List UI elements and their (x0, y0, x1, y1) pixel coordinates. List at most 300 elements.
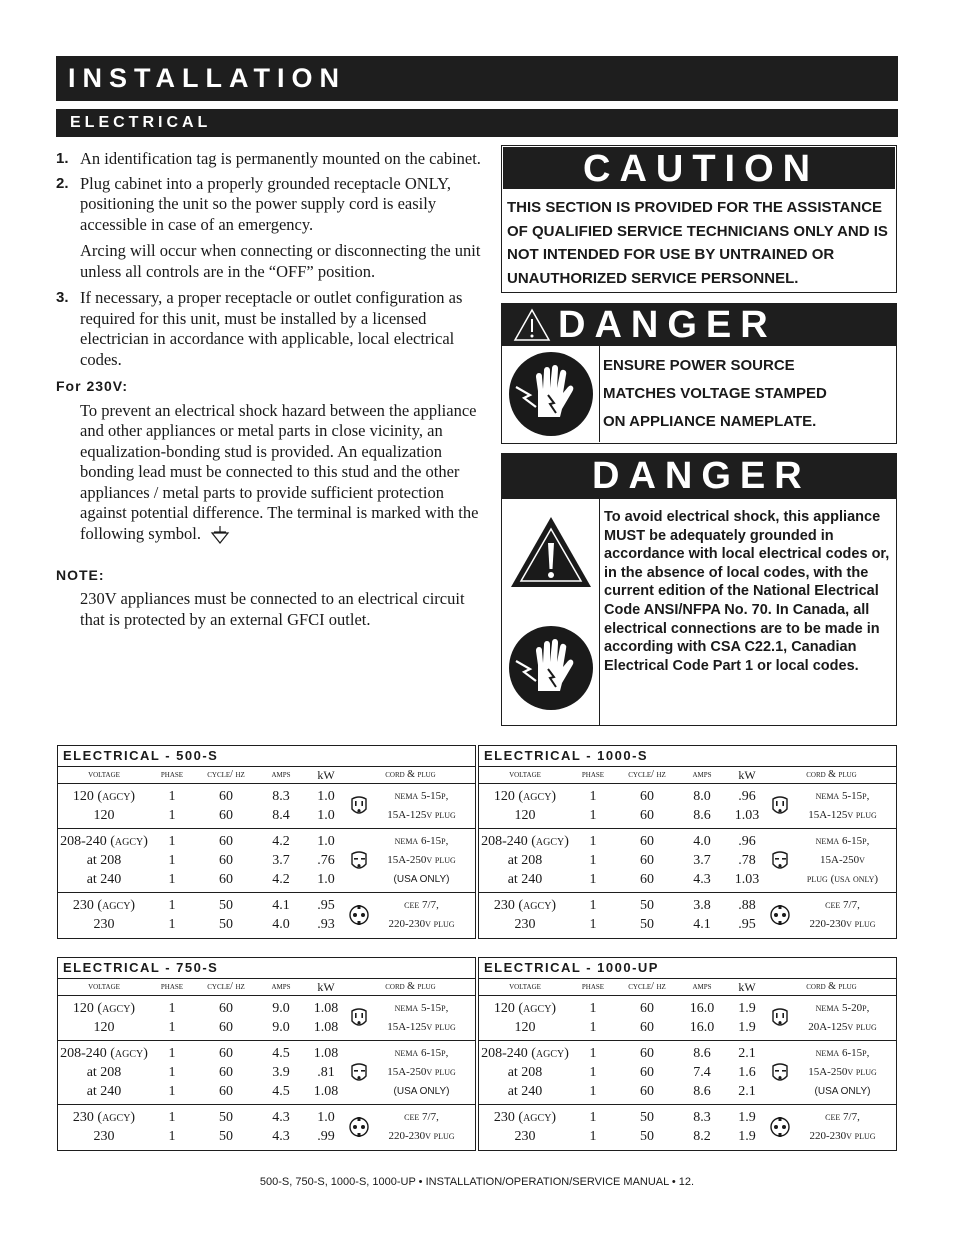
cell-amps: 9.0 (272, 1001, 290, 1016)
row-group-rows (58, 896, 348, 934)
table-row (58, 1127, 348, 1146)
cell-phase: 1 (168, 917, 176, 932)
caution-text: THIS SECTION IS PROVIDED FOR THE ASSISTANCE OF QUALIFIED SERVICE TECHNICIANS ONLY AND IS NOT INTENDED FOR USE BY UNTRAINED OR UNAUTHORIZED SERVICE PERSONNEL. (507, 199, 888, 287)
agency-label: agcy (523, 1110, 552, 1125)
column-header-kw: kW (317, 980, 335, 994)
table-title: ELECTRICAL - 500-S (58, 746, 475, 767)
row-group (479, 1041, 896, 1105)
cell-amps: 4.3 (272, 1129, 290, 1144)
danger-power-text (603, 352, 827, 436)
cell-cycle: 60 (219, 808, 233, 823)
cell-voltage: 230 (agcy) (493, 1110, 557, 1125)
cee-plug-icon (769, 904, 791, 926)
cord-plug-line: nema 6-15p, (394, 835, 449, 847)
cell-cycle: 60 (219, 834, 233, 849)
cell-cycle: 50 (219, 898, 233, 913)
cell-amps: 4.2 (272, 872, 290, 887)
row-group-rows (58, 787, 348, 825)
cord-plug-line: nema 6-15p, (815, 1047, 870, 1059)
cell-voltage: 230 (514, 917, 536, 932)
cord-plug-text (791, 896, 894, 934)
cell-cycle: 60 (640, 1001, 654, 1016)
instruction-item-2 (56, 174, 492, 236)
cell-kw: 1.0 (317, 872, 335, 887)
cell-amps: 4.2 (272, 834, 290, 849)
cord-plug-cell (769, 896, 894, 934)
cord-plug-line: 220-230v plug (388, 918, 455, 930)
cell-amps: 3.7 (272, 853, 290, 868)
cell-phase: 1 (168, 1065, 176, 1080)
cell-phase: 1 (589, 1001, 597, 1016)
item-number: 2. (56, 174, 69, 192)
danger-title: DANGER (502, 454, 896, 499)
column-header-cord: cord & plug (806, 769, 857, 780)
cell-voltage: at 208 (86, 1065, 122, 1080)
cord-plug-line: nema 5-15p, (394, 1002, 449, 1014)
item-text: If necessary, a proper receptacle or outlet configuration as required for this unit, must be installed by a licensed electrician in accordance with applicable, local electrical codes. (80, 288, 463, 369)
cord-plug-line: 15A-250v plug (387, 854, 456, 866)
cord-plug-cell (769, 1044, 894, 1101)
column-header-voltage: voltage (509, 769, 541, 780)
cell-voltage: at 208 (86, 853, 122, 868)
cell-voltage: 120 (514, 808, 536, 823)
cell-phase: 1 (589, 789, 597, 804)
nema-plug-icon (348, 850, 370, 872)
cell-cycle: 60 (640, 1084, 654, 1099)
cell-kw: 1.9 (738, 1001, 756, 1016)
table-500s (57, 745, 476, 939)
cell-voltage: at 240 (86, 872, 122, 887)
cell-voltage: 120 (93, 1020, 115, 1035)
cord-plug-line: 15A-250v plug (387, 1066, 456, 1078)
cell-kw: 1.9 (738, 1129, 756, 1144)
cord-plug-text (370, 832, 473, 889)
cord-plug-cell (348, 896, 473, 934)
cell-cycle: 60 (640, 834, 654, 849)
table-row (479, 999, 769, 1018)
cell-cycle: 60 (640, 1046, 654, 1061)
instruction-item-3 (56, 288, 492, 370)
cell-phase: 1 (168, 872, 176, 887)
cord-plug-text (791, 1044, 894, 1101)
table-row (58, 851, 348, 870)
cee-plug-icon (769, 1116, 791, 1138)
table-row (479, 806, 769, 825)
nema-plug-icon (769, 1062, 791, 1084)
cell-voltage: 208-240 (agcy) (481, 1046, 569, 1061)
item-number: 1. (56, 150, 69, 167)
electric-shock-hand-icon (508, 351, 594, 437)
row-group-rows (479, 787, 769, 825)
cell-phase: 1 (168, 1129, 176, 1144)
danger-grounding-text: To avoid electrical shock, this appliance MUST be adequately grounded in accordance with local electrical codes or, in the absence of local codes, with the current edition of the National Electrical Code ANSI/NFPA No. 70. In Canada, all electrical connections are to be made in according with CSA C22.1, Canadian Electrical Code Part 1 or local codes. (604, 509, 890, 674)
cord-plug-line: (USA ONLY) (814, 1086, 871, 1097)
cell-amps: 9.0 (272, 1020, 290, 1035)
section-title: INSTALLATION (68, 63, 346, 93)
cell-cycle: 60 (219, 1046, 233, 1061)
cord-plug-line: plug (usa only) (806, 873, 879, 885)
column-header-amps: amps (692, 769, 712, 780)
cord-plug-text (791, 832, 894, 889)
cell-amps: 8.4 (272, 808, 290, 823)
cell-phase: 1 (589, 1065, 597, 1080)
cell-amps: 4.0 (693, 834, 711, 849)
column-header-phase: phase (160, 769, 184, 780)
cord-plug-text (370, 896, 473, 934)
danger-box-power (501, 303, 897, 444)
cord-plug-line: 220-230v plug (388, 1130, 455, 1142)
table-row (479, 1127, 769, 1146)
column-header-kw: kW (738, 980, 756, 994)
column-header-cycle: cycle/ hz (628, 981, 666, 992)
note-text: 230V appliances must be connected to an electrical circuit that is protected by an external GFCI outlet. (80, 589, 465, 629)
row-group (58, 829, 475, 893)
cell-amps: 8.6 (693, 1046, 711, 1061)
cell-kw: .96 (738, 834, 756, 849)
cord-plug-cell (769, 999, 894, 1037)
cell-cycle: 60 (219, 1020, 233, 1035)
table-1000up (478, 957, 897, 1151)
cell-voltage: 230 (agcy) (493, 898, 557, 913)
table-row (479, 915, 769, 934)
danger-line-1: ENSURE POWER SOURCE (603, 357, 795, 374)
cord-plug-cell (769, 832, 894, 889)
note-heading: NOTE: (56, 566, 105, 583)
cell-amps: 8.3 (693, 1110, 711, 1125)
cell-cycle: 60 (219, 872, 233, 887)
cell-voltage: 208-240 (agcy) (60, 1046, 148, 1061)
column-header-amps: amps (692, 981, 712, 992)
agency-label: agcy (523, 1001, 552, 1016)
cell-amps: 4.5 (272, 1046, 290, 1061)
table-row (479, 1082, 769, 1101)
column-header-phase: phase (581, 981, 605, 992)
cell-kw: 1.0 (317, 1110, 335, 1125)
cell-voltage: 120 (agcy) (493, 1001, 557, 1016)
table-row (479, 1063, 769, 1082)
cell-amps: 8.6 (693, 808, 711, 823)
table-row (58, 915, 348, 934)
cell-phase: 1 (168, 1110, 176, 1125)
cord-plug-line: 15A-125v plug (387, 809, 456, 821)
table-row (58, 1108, 348, 1127)
cell-amps: 4.1 (693, 917, 711, 932)
cell-phase: 1 (168, 1001, 176, 1016)
cell-amps: 8.2 (693, 1129, 711, 1144)
cord-plug-line: cee 7/7, (825, 899, 860, 911)
table-750s (57, 957, 476, 1151)
cell-kw: .81 (317, 1065, 335, 1080)
cord-plug-text (791, 787, 894, 825)
table-row (58, 870, 348, 889)
cell-voltage: 120 (agcy) (72, 1001, 136, 1016)
danger-title: DANGER (558, 304, 777, 346)
danger-line-2: MATCHES VOLTAGE STAMPED (603, 385, 827, 402)
table-row (58, 1044, 348, 1063)
cell-cycle: 60 (640, 853, 654, 868)
for-230v-heading: For 230V: (56, 378, 129, 394)
row-group-rows (479, 999, 769, 1037)
nema-plug-icon (769, 795, 791, 817)
cell-voltage: 230 (514, 1129, 536, 1144)
row-group-rows (479, 1108, 769, 1146)
cord-plug-cell (348, 1108, 473, 1146)
cell-kw: 1.0 (317, 789, 335, 804)
cell-kw: 1.0 (317, 834, 335, 849)
cell-amps: 3.9 (272, 1065, 290, 1080)
agency-label: agcy (102, 789, 131, 804)
cord-plug-line: nema 6-15p, (394, 1047, 449, 1059)
cell-phase: 1 (589, 853, 597, 868)
column-header-cycle: cycle/ hz (207, 769, 245, 780)
cord-plug-line: cee 7/7, (404, 899, 439, 911)
cell-kw: 1.6 (738, 1065, 756, 1080)
cord-plug-text (791, 1108, 894, 1146)
cell-kw: 2.1 (738, 1046, 756, 1061)
cell-kw: 1.03 (734, 808, 760, 823)
column-headers (479, 979, 896, 996)
cell-voltage: 230 (93, 1129, 115, 1144)
agency-label: agcy (535, 1046, 565, 1061)
cell-cycle: 60 (640, 1020, 654, 1035)
cell-phase: 1 (589, 872, 597, 887)
table-title: ELECTRICAL - 750-S (58, 958, 475, 979)
cord-plug-line: 20A-125v plug (808, 1021, 877, 1033)
cord-plug-text (370, 999, 473, 1037)
cee-plug-icon (348, 1116, 370, 1138)
cord-plug-cell (348, 999, 473, 1037)
cell-amps: 4.3 (693, 872, 711, 887)
cell-cycle: 50 (219, 1129, 233, 1144)
row-group (58, 1041, 475, 1105)
row-group-rows (479, 1044, 769, 1101)
cord-plug-line: 15A-250v (820, 854, 865, 866)
cell-amps: 7.4 (693, 1065, 711, 1080)
row-group-rows (479, 832, 769, 889)
table-title: ELECTRICAL - 1000-S (479, 746, 896, 767)
cell-amps: 4.0 (272, 917, 290, 932)
row-group-rows (58, 832, 348, 889)
cell-amps: 3.7 (693, 853, 711, 868)
cell-cycle: 60 (219, 853, 233, 868)
item-text: An identification tag is permanently mounted on the cabinet. (80, 149, 481, 168)
table-row (58, 1018, 348, 1037)
cell-voltage: at 240 (507, 1084, 543, 1099)
cell-phase: 1 (168, 1020, 176, 1035)
item-number: 3. (56, 289, 69, 306)
cell-voltage: at 208 (507, 1065, 543, 1080)
cord-plug-line: nema 5-20p, (815, 1002, 870, 1014)
cord-plug-line: 220-230v plug (809, 1130, 876, 1142)
cell-cycle: 50 (219, 1110, 233, 1125)
danger-line-3: ON APPLIANCE NAMEPLATE. (603, 413, 817, 430)
cell-phase: 1 (168, 853, 176, 868)
cell-cycle: 50 (640, 1110, 654, 1125)
cord-plug-line: 15A-250v plug (808, 1066, 877, 1078)
cord-plug-line: nema 6-15p, (815, 835, 870, 847)
table-row (58, 787, 348, 806)
row-group (479, 829, 896, 893)
cell-cycle: 60 (640, 789, 654, 804)
nema-plug-icon (348, 1007, 370, 1029)
column-headers (479, 767, 896, 784)
cord-plug-text (791, 999, 894, 1037)
warning-triangle-icon (512, 307, 552, 343)
cord-plug-cell (769, 1108, 894, 1146)
cell-voltage: 230 (93, 917, 115, 932)
table-1000s (478, 745, 897, 939)
item-text: Plug cabinet into a properly grounded receptacle ONLY, positioning the unit so the power supply cord is easily accessible in case of an emergency. (80, 173, 452, 234)
cord-plug-line: 15A-125v plug (808, 809, 877, 821)
shock-icon-cell (502, 346, 600, 442)
cell-kw: 1.08 (313, 1020, 339, 1035)
cell-phase: 1 (589, 808, 597, 823)
row-group (479, 893, 896, 937)
row-group-rows (58, 1108, 348, 1146)
instruction-item-1 (56, 149, 492, 170)
cell-phase: 1 (589, 834, 597, 849)
equipotential-symbol-icon (209, 525, 231, 545)
cord-plug-line: 15A-125v plug (387, 1021, 456, 1033)
table-row (479, 1108, 769, 1127)
cell-amps: 16.0 (689, 1001, 715, 1016)
cord-plug-line: cee 7/7, (825, 1111, 860, 1123)
column-header-voltage: voltage (88, 981, 120, 992)
agency-label: agcy (114, 834, 144, 849)
instructions (56, 149, 492, 634)
cord-plug-line: cee 7/7, (404, 1111, 439, 1123)
cell-cycle: 60 (219, 1001, 233, 1016)
column-header-amps: amps (271, 981, 291, 992)
subsection-title-bar (56, 109, 898, 137)
cell-voltage: 120 (agcy) (493, 789, 557, 804)
cell-phase: 1 (589, 1110, 597, 1125)
cell-kw: 1.0 (317, 808, 335, 823)
table-row (479, 787, 769, 806)
column-header-cycle: cycle/ hz (628, 769, 666, 780)
cord-plug-line: (USA ONLY) (393, 874, 450, 885)
cell-kw: .78 (738, 853, 756, 868)
caution-box (501, 145, 897, 293)
cord-plug-line: nema 5-15p, (394, 790, 449, 802)
cell-kw: .99 (317, 1129, 335, 1144)
cell-cycle: 60 (219, 1065, 233, 1080)
row-group (58, 996, 475, 1041)
row-group-rows (58, 999, 348, 1037)
table-row (479, 1044, 769, 1063)
cell-amps: 3.8 (693, 898, 711, 913)
cord-plug-text (370, 787, 473, 825)
cell-cycle: 60 (219, 789, 233, 804)
cord-plug-cell (769, 787, 894, 825)
row-group (58, 1105, 475, 1149)
cell-voltage: at 208 (507, 853, 543, 868)
table-row (58, 806, 348, 825)
column-header-kw: kW (317, 768, 335, 782)
cell-cycle: 50 (640, 898, 654, 913)
table-row (479, 851, 769, 870)
cell-kw: 1.08 (313, 1046, 339, 1061)
cell-kw: .95 (738, 917, 756, 932)
arcing-note: Arcing will occur when connecting or disconnecting the unit unless all controls are in the “OFF” position. (80, 241, 481, 281)
column-header-phase: phase (160, 981, 184, 992)
cell-cycle: 60 (219, 1084, 233, 1099)
cell-cycle: 50 (640, 917, 654, 932)
cell-cycle: 50 (640, 1129, 654, 1144)
cell-phase: 1 (168, 1084, 176, 1099)
column-header-cord: cord & plug (385, 769, 436, 780)
cell-voltage: 230 (agcy) (72, 1110, 136, 1125)
cell-phase: 1 (168, 1046, 176, 1061)
table-row (58, 999, 348, 1018)
cell-kw: 1.03 (734, 872, 760, 887)
cell-kw: 2.1 (738, 1084, 756, 1099)
electric-shock-hand-icon (508, 625, 594, 711)
cell-phase: 1 (589, 1020, 597, 1035)
table-row (479, 896, 769, 915)
agency-label: agcy (102, 898, 131, 913)
cell-phase: 1 (168, 789, 176, 804)
table-row (479, 832, 769, 851)
cell-kw: .76 (317, 853, 335, 868)
cord-plug-line: 220-230v plug (809, 918, 876, 930)
column-header-phase: phase (581, 769, 605, 780)
row-group (479, 1105, 896, 1149)
cell-kw: 1.08 (313, 1001, 339, 1016)
agency-label: agcy (102, 1110, 131, 1125)
cell-voltage: 230 (agcy) (72, 898, 136, 913)
row-group-rows (58, 1044, 348, 1101)
nema-plug-icon (769, 1007, 791, 1029)
danger-title-bar (502, 304, 896, 346)
column-header-cord: cord & plug (806, 981, 857, 992)
table-row (479, 870, 769, 889)
warning-triangle-icon (509, 515, 593, 589)
table-row (58, 832, 348, 851)
nema-plug-icon (348, 1062, 370, 1084)
cell-kw: .96 (738, 789, 756, 804)
cell-voltage: 208-240 (agcy) (60, 834, 148, 849)
cell-amps: 8.0 (693, 789, 711, 804)
cee-plug-icon (348, 904, 370, 926)
cell-voltage: at 240 (507, 872, 543, 887)
cell-amps: 4.3 (272, 1110, 290, 1125)
agency-label: agcy (523, 789, 552, 804)
cell-amps: 16.0 (689, 1020, 715, 1035)
caution-title: CAUTION (502, 146, 896, 190)
cord-plug-cell (348, 832, 473, 889)
cord-plug-cell (348, 787, 473, 825)
section-title-bar (56, 56, 898, 101)
column-header-amps: amps (271, 769, 291, 780)
cell-kw: 1.08 (313, 1084, 339, 1099)
cell-kw: 1.9 (738, 1110, 756, 1125)
cell-amps: 8.3 (272, 789, 290, 804)
cord-plug-line: nema 5-15p, (815, 790, 870, 802)
cord-plug-cell (348, 1044, 473, 1101)
cell-voltage: at 240 (86, 1084, 122, 1099)
page-footer: 500-S, 750-S, 1000-S, 1000-UP • INSTALLATION/OPERATION/SERVICE MANUAL • 12. (259, 1176, 695, 1188)
cell-phase: 1 (168, 808, 176, 823)
nema-plug-icon (348, 795, 370, 817)
cell-cycle: 50 (219, 917, 233, 932)
cell-phase: 1 (168, 834, 176, 849)
row-group (479, 784, 896, 829)
column-header-kw: kW (738, 768, 756, 782)
cell-cycle: 60 (640, 1065, 654, 1080)
cell-cycle: 60 (640, 808, 654, 823)
cell-cycle: 60 (640, 872, 654, 887)
